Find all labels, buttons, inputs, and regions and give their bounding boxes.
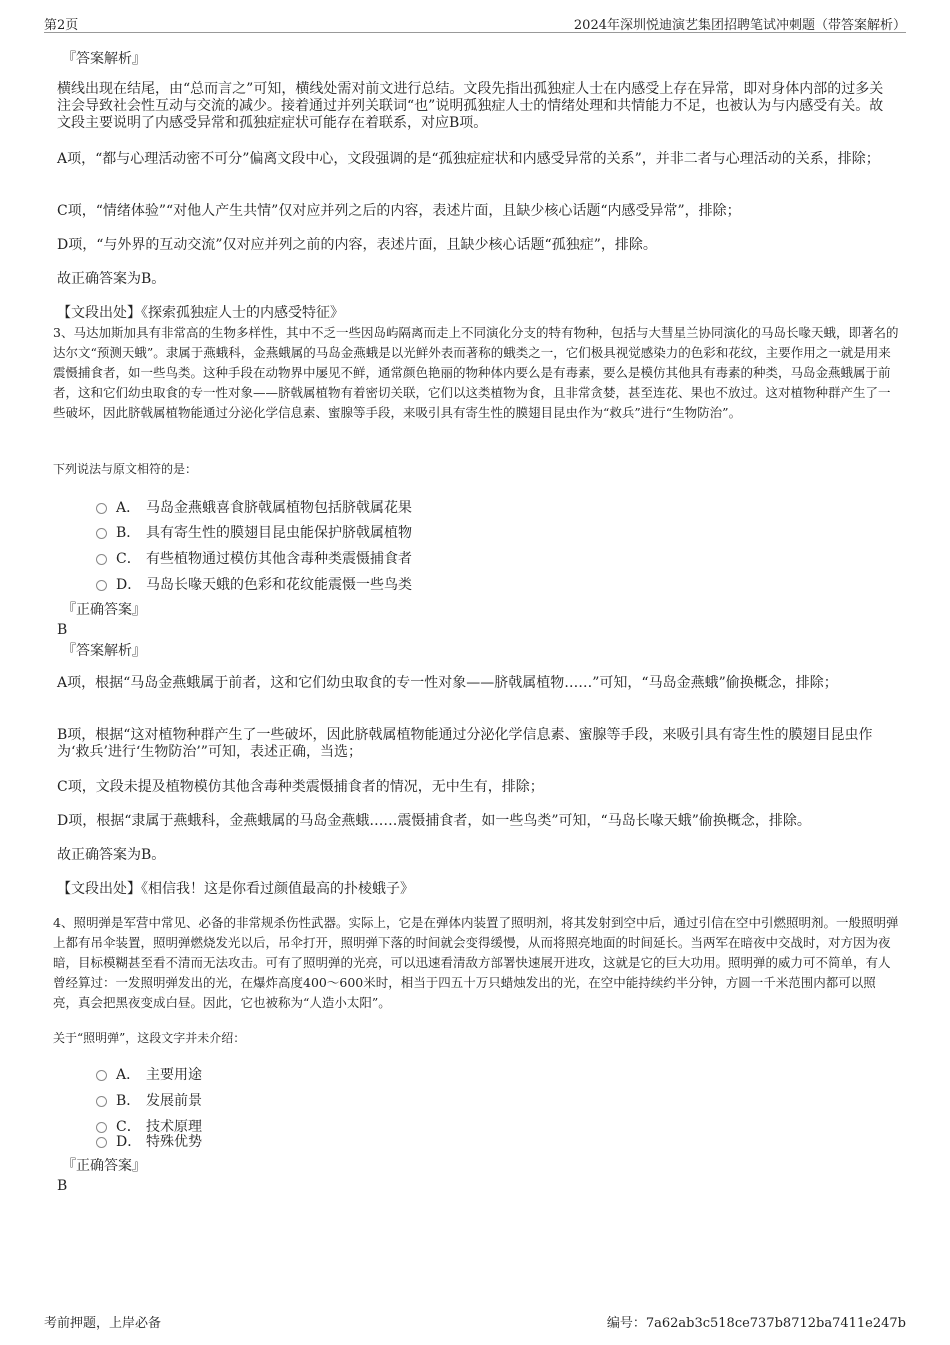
page-number: 第2页 [44, 18, 79, 33]
option-text: 马岛金燕蛾喜食脐戟属植物包括脐戟属花果 [146, 500, 412, 516]
q2-analysis-item-c: C项，“情绪体验”“对他人产生共情”仅对应并列之后的内容，表述片面，且缺少核心话题“内感受异常”，排除； [57, 203, 741, 219]
option-text: 具有寄生性的膜翅目昆虫能保护脐戟属植物 [146, 525, 412, 541]
q3-analysis-item-c: C项，文段未提及植物模仿其他含毒种类震慑捕食者的情况，无中生有，排除； [57, 779, 544, 795]
q3-option-d[interactable] [96, 574, 412, 594]
option-text: 主要用途 [146, 1067, 202, 1083]
page-header [44, 12, 906, 33]
option-letter: B． [116, 1093, 141, 1109]
option-text: 马岛长喙天蛾的色彩和花纹能震慑一些鸟类 [146, 577, 412, 593]
q3-prompt: 下列说法与原文相符的是： [53, 462, 198, 476]
q2-analysis-item-d: D项，“与外界的互动交流”仅对应并列之前的内容，表述片面，且缺少核心话题“孤独症”，排除。 [57, 237, 657, 253]
q3-answer-label: 『正确答案』 [62, 602, 146, 618]
q2-source: 【文段出处】《探索孤独症人士的内感受特征》 [57, 305, 344, 321]
option-letter: A． [116, 500, 141, 516]
radio-icon[interactable] [96, 503, 107, 514]
radio-icon[interactable] [96, 528, 107, 539]
q3-analysis-item-b: B项，根据“这对植物种群产生了一些破坏，因此脐戟属植物能通过分泌化学信息素、蜜腺等手段，来吸引具有寄生性的膜翅目昆虫作为‘救兵’进行‘生物防治’”可知，表述正确，当选； [57, 727, 873, 760]
q2-analysis-item-a: A项，“都与心理活动密不可分”偏离文段中心，文段强调的是“孤独症症状和内感受异常的关系”，并非二者与心理活动的关系，排除； [57, 151, 880, 167]
q3-option-b[interactable] [96, 522, 412, 542]
radio-icon[interactable] [96, 554, 107, 565]
document-id: 编号：7a62ab3c518ce737b8712ba7411e247b [606, 1316, 906, 1331]
q4-prompt: 关于“照明弹”，这段文字并未介绍： [53, 1031, 246, 1045]
q2-analysis-paragraph: 横线出现在结尾，由“总而言之”可知，横线处需对前文进行总结。文段先指出孤独症人士在内感受上存在异常，即对身体内部的过多关注会导致社会性互动与交流的减少。接着通过并列关联词“也”说明孤独症人士的情绪处理和共情能力不足，也被认为与内感受有关。故文段主要说明了内感受异常和孤独症症状可能存在着联系，对应B项。 [57, 81, 884, 131]
option-text: 技术原理 [146, 1119, 202, 1135]
q2-analysis-label: 『答案解析』 [62, 51, 146, 67]
q4-option-a[interactable] [96, 1064, 202, 1084]
q3-source: 【文段出处】《相信我！这是你看过颜值最高的扑棱蛾子》 [57, 881, 414, 897]
q3-answer: B [57, 622, 68, 638]
option-letter: C． [116, 551, 141, 567]
option-letter: D． [116, 1134, 142, 1150]
q3-analysis-item-a: A项，根据“马岛金燕蛾属于前者，这和它们幼虫取食的专一性对象——脐戟属植物……”可知，“马岛金燕蛾”偷换概念，排除； [57, 675, 838, 691]
option-letter: C． [116, 1119, 141, 1135]
option-letter: D． [116, 577, 142, 593]
q4-answer-label: 『正确答案』 [62, 1158, 146, 1174]
radio-icon[interactable] [96, 1096, 107, 1107]
q3-conclusion: 故正确答案为B。 [57, 847, 166, 863]
radio-icon[interactable] [96, 1070, 107, 1081]
q4-stem: 4、照明弹是军营中常见、必备的非常规杀伤性武器。实际上，它是在弹体内装置了照明剂，将其发射到空中后，通过引信在空中引燃照明剂。一般照明弹上都有吊伞装置，照明弹燃烧发光以后，吊伞打开，照明弹下落的时间就会变得缓慢，从而将照亮地面的时间延长。当两军在暗夜中交战时，对方因为夜暗，目标模糊甚至看不清而无法攻击。可有了照明弹的光亮，可以迅速看清敌方部署快速展开进攻，这就是它的巨大功用。照明弹的威力可不简单，有人曾经算过：一发照明弹发出的光，在爆炸高度400～600米时，相当于四五十万只蜡烛发出的光，在空中能持续约半分钟，方圆一千米范围内都可以照亮，真会把黑夜变成白昼。因此，它也被称为“人造小太阳”。 [53, 915, 899, 1010]
q2-conclusion: 故正确答案为B。 [57, 271, 166, 287]
q3-analysis-item-d: D项，根据“隶属于燕蛾科，金燕蛾属的马岛金燕蛾……震慑捕食者，如一些鸟类”可知，“马岛长喙天蛾”偷换概念，排除。 [57, 813, 811, 829]
q3-stem: 3、马达加斯加具有非常高的生物多样性，其中不乏一些因岛屿隔离而走上不同演化分支的特有物种，包括与大彗星兰协同演化的马岛长喙天蛾，即著名的达尔文“预测天蛾”。隶属于燕蛾科，金燕蛾属的马岛金燕蛾是以光鲜外表而著称的蛾类之一，它们极具视觉感染力的色彩和花纹，主要作用之一就是用来震慑捕食者，如一些鸟类。这种手段在动物界中屡见不鲜，通常颜色艳丽的物种体内要么是有毒素，要么是模仿其他具有毒素的种类，马岛金燕蛾属于前者，这和它们幼虫取食的专一性对象——脐戟属植物有着密切关联，它们以这类植物为食，且非常贪婪，甚至连花、果也不放过。这对植物种群产生了一些破坏，因此脐戟属植物能通过分泌化学信息素、蜜腺等手段，来吸引具有寄生性的膜翅目昆虫作为“救兵”进行“生物防治”。 [53, 325, 899, 420]
q4-option-b[interactable] [96, 1090, 202, 1110]
option-text: 特殊优势 [146, 1134, 202, 1150]
option-text: 有些植物通过模仿其他含毒种类震慑捕食者 [146, 551, 412, 567]
option-letter: A． [116, 1067, 141, 1083]
option-letter: B． [116, 525, 141, 541]
radio-icon[interactable] [96, 580, 107, 591]
q4-option-d[interactable] [96, 1131, 202, 1151]
footer-slogan: 考前押题，上岸必备 [44, 1316, 162, 1331]
q4-answer: B [57, 1178, 68, 1194]
document-title: 2024年深圳悦迪演艺集团招聘笔试冲刺题（带答案解析） [573, 18, 906, 33]
q3-option-a[interactable] [96, 497, 412, 517]
q3-analysis-label: 『答案解析』 [62, 643, 146, 659]
option-text: 发展前景 [146, 1093, 202, 1109]
radio-icon[interactable] [96, 1137, 107, 1148]
q3-option-c[interactable] [96, 548, 412, 568]
